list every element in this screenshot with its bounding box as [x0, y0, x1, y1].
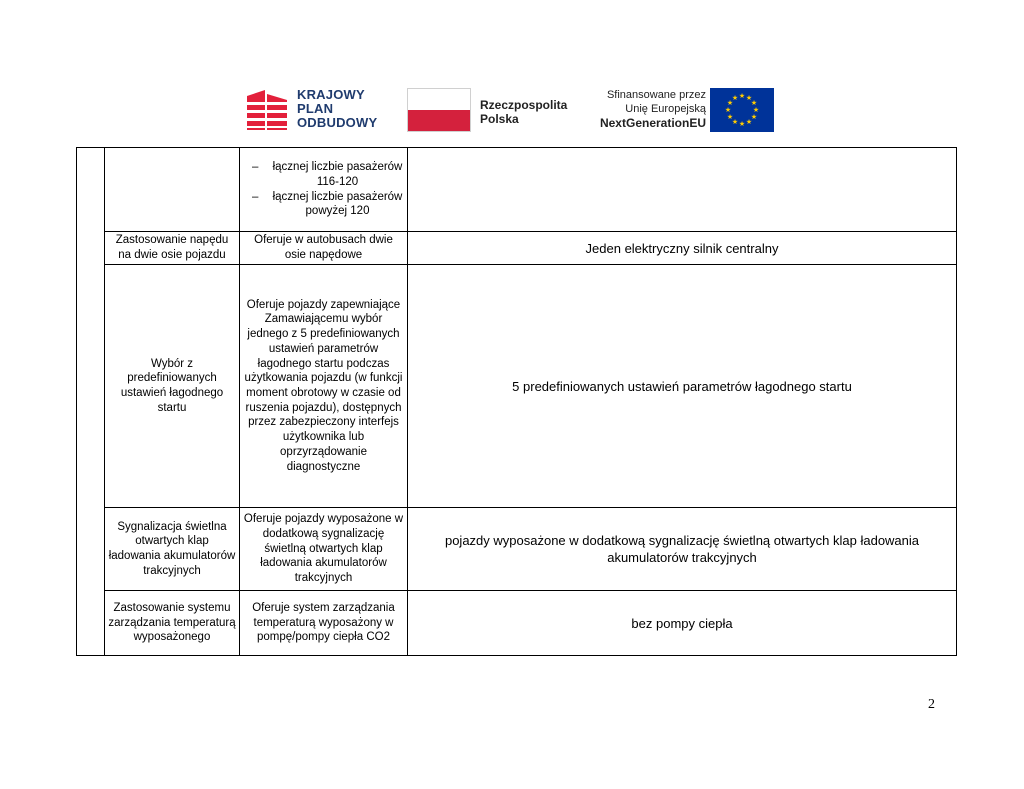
- svg-text:★: ★: [745, 118, 753, 126]
- eu-line: Sfinansowane przez: [606, 89, 706, 101]
- table-row: [77, 591, 957, 656]
- requirement-cell: Oferuje w autobusach dwie osie napędowe: [240, 232, 408, 265]
- eu-flag-icon: [710, 88, 774, 132]
- kpo-line: KRAJOWY: [297, 87, 365, 102]
- side-cell: [77, 148, 105, 656]
- rp-line: Rzeczpospolita: [480, 98, 568, 112]
- rp-logo-text: [480, 98, 567, 126]
- table-row: [77, 148, 957, 232]
- requirement-cell: Oferuje pojazdy wyposażone w dodatkową sygnalizację świetlną otwartych klap ładowania akumulatorów trakcyjnych: [240, 508, 408, 591]
- svg-text:★: ★: [745, 94, 753, 102]
- eu-line: Unię Europejską: [625, 103, 706, 115]
- rp-logo: [407, 88, 577, 134]
- requirement-cell: [240, 148, 408, 232]
- name-cell: Zastosowanie napędu na dwie osie pojazdu: [105, 232, 240, 265]
- bullet-item: – łącznej liczbie pasażerów powyżej 120: [252, 190, 403, 218]
- eu-logo: [590, 86, 780, 136]
- svg-text:★: ★: [750, 99, 758, 107]
- kpo-logo-text: [297, 88, 397, 130]
- name-cell: Sygnalizacja świetlna otwartych klap ładowania akumulatorów trakcyjnych: [105, 508, 240, 591]
- svg-text:★: ★: [724, 106, 732, 114]
- svg-text:★: ★: [731, 94, 739, 102]
- kpo-line: PLAN: [297, 101, 334, 116]
- svg-text:★: ★: [738, 92, 746, 100]
- kpo-logo: [247, 86, 397, 134]
- polish-flag-icon: [407, 88, 471, 132]
- offer-cell: pojazdy wyposażone w dodatkową sygnalizację świetlną otwartych klap ładowania akumulatorów trakcyjnych: [408, 508, 957, 591]
- svg-text:★: ★: [731, 118, 739, 126]
- table-row: [77, 265, 957, 508]
- kpo-line: ODBUDOWY: [297, 115, 378, 130]
- kpo-emblem-icon: [247, 90, 289, 130]
- svg-text:★: ★: [738, 120, 746, 128]
- requirement-cell: Oferuje pojazdy zapewniające Zamawiającemu wybór jednego z 5 predefiniowanych ustawień parametrów łagodnego startu podczas użytkowania pojazdu (w funkcji moment obrotowy w czasie od ruszenia pojazdu), dostępnych przez zabezpieczony interfejs użytkownika lub oprzyrządowanie diagnostyczne: [240, 265, 408, 508]
- offer-cell: [408, 148, 957, 232]
- table-row: [77, 232, 957, 265]
- rp-line: Polska: [480, 112, 519, 126]
- bullet-item: – łącznej liczbie pasażerów 116-120: [252, 161, 403, 188]
- requirement-cell: Oferuje system zarządzania temperaturą wyposażony w pompę/pompy ciepła CO2: [240, 591, 408, 656]
- svg-text:★: ★: [750, 113, 758, 121]
- header-logos: [247, 86, 777, 136]
- name-cell: [105, 148, 240, 232]
- eu-line: NextGenerationEU: [599, 116, 706, 130]
- offer-cell: bez pompy ciepła: [408, 591, 957, 656]
- svg-text:★: ★: [752, 106, 760, 114]
- table-row: [77, 508, 957, 591]
- name-cell: Zastosowanie systemu zarządzania temperaturą wyposażonego: [105, 591, 240, 656]
- svg-text:★: ★: [726, 99, 734, 107]
- name-cell: Wybór z predefiniowanych ustawień łagodnego startu: [105, 265, 240, 508]
- offer-cell: 5 predefiniowanych ustawień parametrów łagodnego startu: [408, 265, 957, 508]
- page-number: 2: [928, 697, 935, 712]
- offer-cell: Jeden elektryczny silnik centralny: [408, 232, 957, 265]
- eu-logo-text: [590, 88, 706, 130]
- specification-table: [76, 147, 957, 656]
- svg-text:★: ★: [726, 113, 734, 121]
